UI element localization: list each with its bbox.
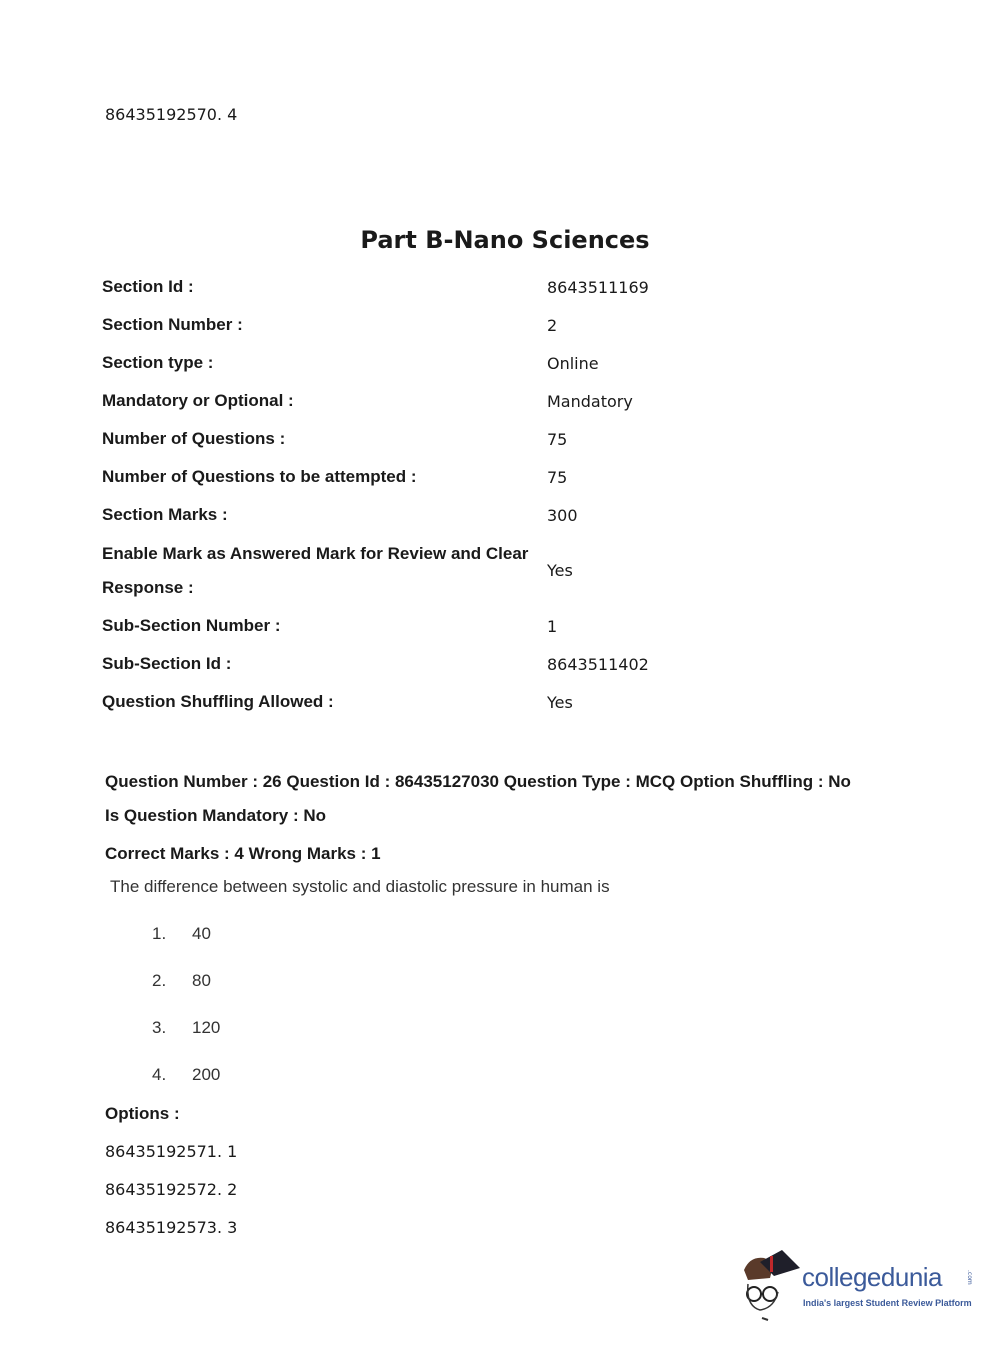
value-section-id: 8643511169 [547, 278, 649, 297]
label-section-number: Section Number : [102, 315, 243, 334]
value-section-number: 2 [547, 316, 558, 335]
question-text: The difference between systolic and diastolic pressure in human is [110, 877, 610, 896]
choice-number: 3. [152, 1018, 167, 1037]
value-num-attempted: 75 [547, 468, 568, 487]
value-section-type: Online [547, 354, 599, 373]
question-header: Question Number : 26 Question Id : 86435127030 Question Type : MCQ Option Shuffling : No [105, 772, 851, 791]
value-subsection-number: 1 [547, 617, 558, 636]
choice-value: 200 [192, 1065, 221, 1084]
choice-number: 2. [152, 971, 167, 990]
question-mandatory: Is Question Mandatory : No [105, 806, 327, 825]
option-id: 86435192573. 3 [105, 1218, 238, 1237]
section-title: Part B-Nano Sciences [360, 226, 650, 254]
label-shuffling: Question Shuffling Allowed : [102, 692, 334, 711]
question-marks: Correct Marks : 4 Wrong Marks : 1 [105, 844, 381, 863]
label-section-id: Section Id : [102, 277, 194, 296]
choice-number: 4. [152, 1065, 167, 1084]
label-num-questions: Number of Questions : [102, 429, 286, 448]
option-id: 86435192571. 1 [105, 1142, 238, 1161]
logo-tagline: India's largest Student Review Platform [803, 1298, 972, 1308]
option-id: 86435192572. 2 [105, 1180, 238, 1199]
choice-item [0, 971, 400, 993]
mascot-icon [740, 1248, 802, 1323]
choice-value: 80 [192, 971, 211, 990]
choice-item [0, 1018, 400, 1040]
label-enable-mark: Enable Mark as Answered Mark for Review and Clear Response : [102, 544, 529, 597]
value-num-questions: 75 [547, 430, 568, 449]
label-num-attempted: Number of Questions to be attempted : [102, 467, 417, 486]
choice-item [0, 1065, 400, 1087]
value-enable-mark: Yes [547, 561, 573, 580]
collegedunia-logo [740, 1248, 802, 1323]
value-shuffling: Yes [547, 693, 573, 712]
label-section-type: Section type : [102, 353, 214, 372]
options-label: Options : [105, 1104, 180, 1123]
value-mandatory: Mandatory [547, 392, 633, 411]
value-section-marks: 300 [547, 506, 578, 525]
label-mandatory: Mandatory or Optional : [102, 391, 294, 410]
choice-number: 1. [152, 924, 167, 943]
choice-value: 40 [192, 924, 211, 943]
previous-option-id: 86435192570. 4 [105, 105, 238, 124]
label-section-marks: Section Marks : [102, 505, 228, 524]
choice-value: 120 [192, 1018, 221, 1037]
label-subsection-number: Sub-Section Number : [102, 616, 281, 635]
label-subsection-id: Sub-Section Id : [102, 654, 232, 673]
choice-item [0, 924, 400, 946]
logo-suffix: .com [966, 1270, 973, 1285]
value-subsection-id: 8643511402 [547, 655, 649, 674]
logo-brand: collegedunia [802, 1262, 943, 1292]
